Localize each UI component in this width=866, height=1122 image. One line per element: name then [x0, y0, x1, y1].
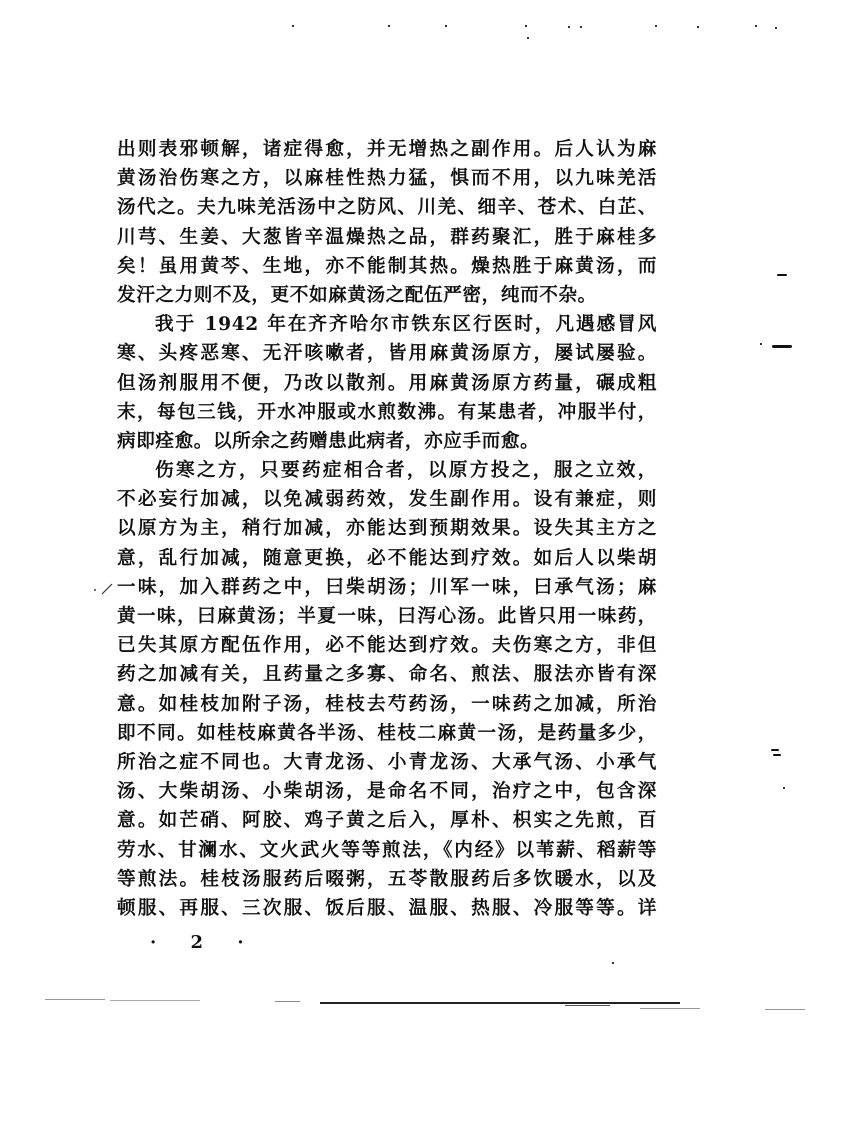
scan-speck	[655, 25, 657, 27]
text-line: 所治之症不同也。大青龙汤、小青龙汤、大承气汤、小承气	[117, 751, 657, 773]
text-line: 末，每包三钱，开水冲服或水煎数沸。有某患者，冲服半付，	[117, 401, 657, 423]
scan-speck	[388, 25, 390, 27]
scan-edge-line	[640, 1008, 700, 1009]
text-line: 药之加减有关，且药量之多寡、命名、煎法、服法亦皆有深	[117, 664, 657, 686]
scan-edge-line	[110, 1000, 200, 1001]
scan-speck	[697, 26, 699, 28]
scan-speck	[783, 787, 785, 789]
scan-speck	[760, 343, 762, 345]
scan-smudge	[773, 754, 781, 756]
text-line: 黄一味，曰麻黄汤；半夏一味，曰泻心汤。此皆只用一味药，	[117, 606, 657, 627]
scan-edge-line	[765, 1009, 805, 1010]
text-line: 已失其原方配伍作用，必不能达到疗效。夫伤寒之方，非但	[117, 635, 657, 657]
text-line: 意。如桂枝加附子汤，桂枝去芍药汤，一味药之加减，所治	[117, 693, 657, 715]
text-line: 以原方为主，稍行加减，亦能达到预期效果。设失其主方之	[117, 518, 657, 540]
text-line: 发汗之力则不及，更不如麻黄汤之配伍严密，纯而不杂。	[117, 284, 597, 306]
text-line: 意。如芒硝、阿胶、鸡子黄之后入，厚朴、枳实之先煎，百	[117, 810, 657, 832]
scan-speck	[755, 25, 757, 27]
paragraph-start-line: 我于 1942 年在齐齐哈尔市铁东区行医时，凡遇感冒风	[155, 314, 657, 336]
text-line: 等煎法。桂枝汤服药后啜粥，五苓散服药后多饮暖水，以及	[117, 868, 657, 890]
text-line: 汤代之。夫九味羌活汤中之防风、川羌、细辛、苍术、白芷、	[117, 197, 657, 219]
text-line: 一味，加入群药之中，曰柴胡汤；川军一味，曰承气汤；麻	[117, 576, 657, 598]
scan-smudge	[777, 274, 787, 276]
text-line: 出则表邪顿解，诸症得愈，并无增热之副作用。后人认为麻	[117, 139, 657, 160]
page-number: · 2 ·	[150, 932, 258, 953]
text-line: 黄汤治伤寒之方，以麻桂性热力猛，惧而不用，以九味羌活	[117, 168, 657, 190]
text-line: 寒、头疼恶寒、无汗咳嗽者，皆用麻黄汤原方，屡试屡验。	[117, 343, 657, 365]
body-text	[117, 135, 657, 923]
scan-smudge	[771, 749, 779, 751]
scan-smudge	[772, 345, 792, 348]
scan-edge-line	[320, 1002, 680, 1004]
scan-speck	[445, 25, 447, 27]
scan-speck	[568, 26, 570, 28]
scan-speck	[612, 962, 614, 964]
scan-speck	[775, 27, 777, 29]
scan-edge-line	[275, 1001, 300, 1002]
text-line: 即不同。如桂枝麻黄各半汤、桂枝二麻黄一汤，是药量多少，	[117, 722, 657, 744]
text-line: 汤、大柴胡汤、小柴胡汤，是命名不同，治疗之中，包含深	[117, 781, 657, 803]
text-line: 矣！虽用黄芩、生地，亦不能制其热。燥热胜于麻黄汤，而	[117, 255, 657, 277]
scan-speck	[292, 25, 294, 27]
scan-edge-line	[565, 1005, 610, 1006]
scan-speck	[580, 26, 582, 28]
text-line: 不必妄行加减，以免减弱药效，发生副作用。设有兼症，则	[117, 489, 657, 511]
text-line: 但汤剂服用不便，乃改以散剂。用麻黄汤原方药量，碾成粗	[117, 372, 657, 394]
text-line: 劳水、甘澜水、文火武火等等煎法，《内经》以苇薪、稻薪等	[117, 839, 657, 861]
scan-speck	[527, 37, 529, 39]
margin-pen-mark	[92, 580, 116, 596]
paragraph-start-line: 伤寒之方，只要药症相合者，以原方投之，服之立效，	[155, 460, 657, 482]
text-line: 病即痊愈。以所余之药赠患此病者，亦应手而愈。	[117, 430, 540, 452]
scan-edge-line	[45, 999, 105, 1000]
text-line: 意，乱行加减，随意更换，必不能达到疗效。如后人以柴胡	[117, 547, 657, 569]
scan-speck	[525, 25, 527, 27]
text-line: 川芎、生姜、大葱皆辛温燥热之品，群药聚汇，胜于麻桂多	[117, 226, 657, 248]
text-line: 顿服、再服、三次服、饭后服、温服、热服、冷服等等。详	[117, 897, 657, 919]
